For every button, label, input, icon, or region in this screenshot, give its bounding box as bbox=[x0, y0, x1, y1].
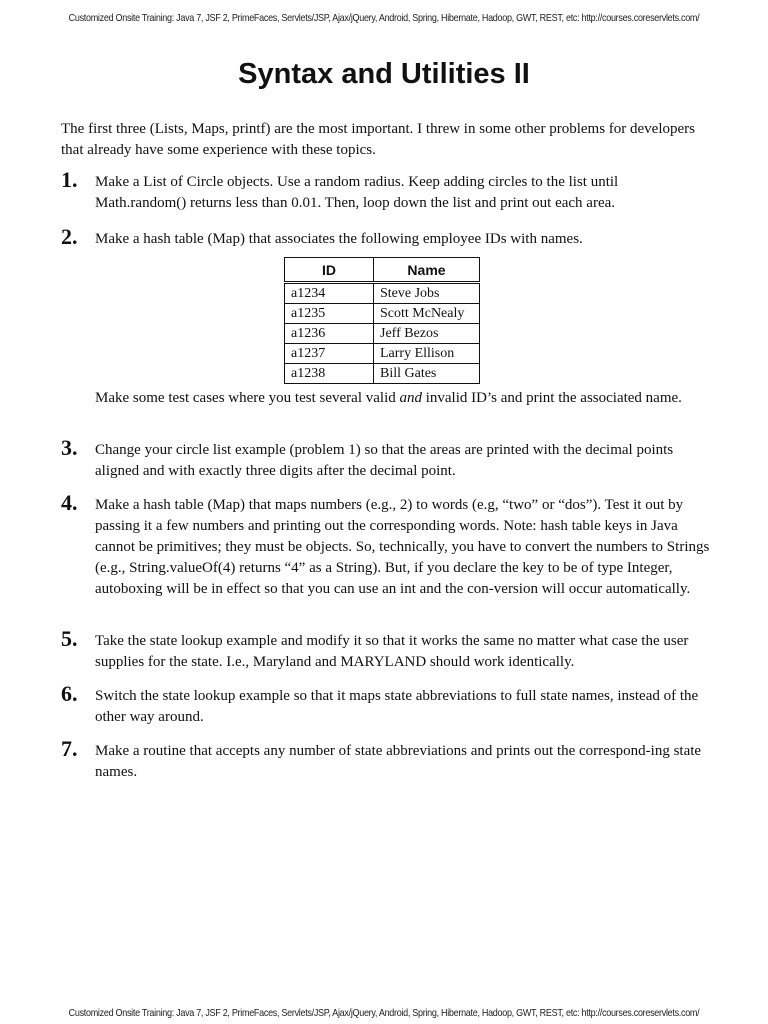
employee-table bbox=[284, 257, 480, 384]
followup-text-end: invalid ID’s and print the associated name. bbox=[421, 390, 682, 406]
table-row bbox=[285, 283, 480, 304]
problem-1 bbox=[61, 167, 711, 214]
table-header-row bbox=[285, 258, 480, 283]
name-cell: Steve Jobs bbox=[374, 283, 480, 304]
column-header-name: Name bbox=[374, 258, 480, 283]
table-row bbox=[285, 364, 480, 384]
problem-text: Make a hash table (Map) that associates the following employee IDs with names. bbox=[95, 231, 583, 247]
id-cell: a1236 bbox=[285, 324, 374, 344]
id-cell: a1238 bbox=[285, 364, 374, 384]
table-row bbox=[285, 324, 480, 344]
id-cell: a1234 bbox=[285, 283, 374, 304]
footer-banner: Customized Onsite Training: Java 7, JSF 2, PrimeFaces, Servlets/JSP, Ajax/jQuery, Android, Spring, Hibernate, Hadoop, GWT, REST, etc: http://courses.coreservlets.com/ bbox=[68, 1007, 700, 1019]
problem-number: 1. bbox=[61, 167, 78, 192]
name-cell: Larry Ellison bbox=[374, 344, 480, 364]
name-cell: Scott McNealy bbox=[374, 304, 480, 324]
problem-number: 4. bbox=[61, 490, 78, 515]
problem-7 bbox=[61, 736, 711, 783]
intro-paragraph: The first three (Lists, Maps, printf) are the most important. I threw in some other problems for developers that already have some experience with these topics. bbox=[61, 121, 695, 158]
problem-6 bbox=[61, 681, 711, 728]
id-cell: a1237 bbox=[285, 344, 374, 364]
problem-number: 5. bbox=[61, 626, 78, 651]
problem-text: Make a List of Circle objects. Use a random radius. Keep adding circles to the list until Math.random() returns less than 0.01. Then, loop down the list and print out each area. bbox=[95, 174, 619, 211]
problem-5 bbox=[61, 626, 711, 673]
problem-number: 6. bbox=[61, 681, 78, 706]
problem-2-followup bbox=[95, 388, 711, 409]
name-cell: Bill Gates bbox=[374, 364, 480, 384]
problem-text: Take the state lookup example and modify it so that it works the same no matter what case the user supplies for the state. I.e., Maryland and MARYLAND should work identically. bbox=[95, 633, 689, 670]
id-cell: a1235 bbox=[285, 304, 374, 324]
followup-emphasis: and bbox=[399, 390, 422, 406]
table-row bbox=[285, 344, 480, 364]
name-cell: Jeff Bezos bbox=[374, 324, 480, 344]
page-title: Syntax and Utilities II bbox=[238, 58, 530, 90]
header-banner: Customized Onsite Training: Java 7, JSF 2, PrimeFaces, Servlets/JSP, Ajax/jQuery, Android, Spring, Hibernate, Hadoop, GWT, REST, etc: http://courses.coreservlets.com/ bbox=[68, 12, 700, 24]
problem-4 bbox=[61, 490, 711, 600]
problem-text: Change your circle list example (problem 1) so that the areas are printed with the decimal points aligned and with exactly three digits after the decimal point. bbox=[95, 442, 674, 479]
problem-number: 3. bbox=[61, 435, 78, 460]
followup-text-start: Make some test cases where you test several valid bbox=[95, 390, 400, 406]
problem-number: 2. bbox=[61, 224, 78, 249]
problem-number: 7. bbox=[61, 736, 78, 761]
problem-3 bbox=[61, 435, 711, 482]
problem-text: Make a hash table (Map) that maps numbers (e.g., 2) to words (e.g, “two” or “dos”). Test it out by passing it a few numbers and printing out the corresponding words. Note: hash table keys in Java cannot be primitives; they must be objects. So, technically, you have to convert the numbers to Strings (e.g., String.valueOf(4) returns “4” as a String). But, if you declare the key to be of type Integer, autoboxing will be in effect so that you can use an int and the con-version will occur automatically. bbox=[95, 497, 710, 597]
column-header-id: ID bbox=[285, 258, 374, 283]
table-row bbox=[285, 304, 480, 324]
problem-text: Switch the state lookup example so that it maps state abbreviations to full state names, instead of the other way around. bbox=[95, 688, 699, 725]
problem-2 bbox=[61, 224, 711, 250]
problem-text: Make a routine that accepts any number of state abbreviations and prints out the correspond-ing state names. bbox=[95, 743, 702, 780]
